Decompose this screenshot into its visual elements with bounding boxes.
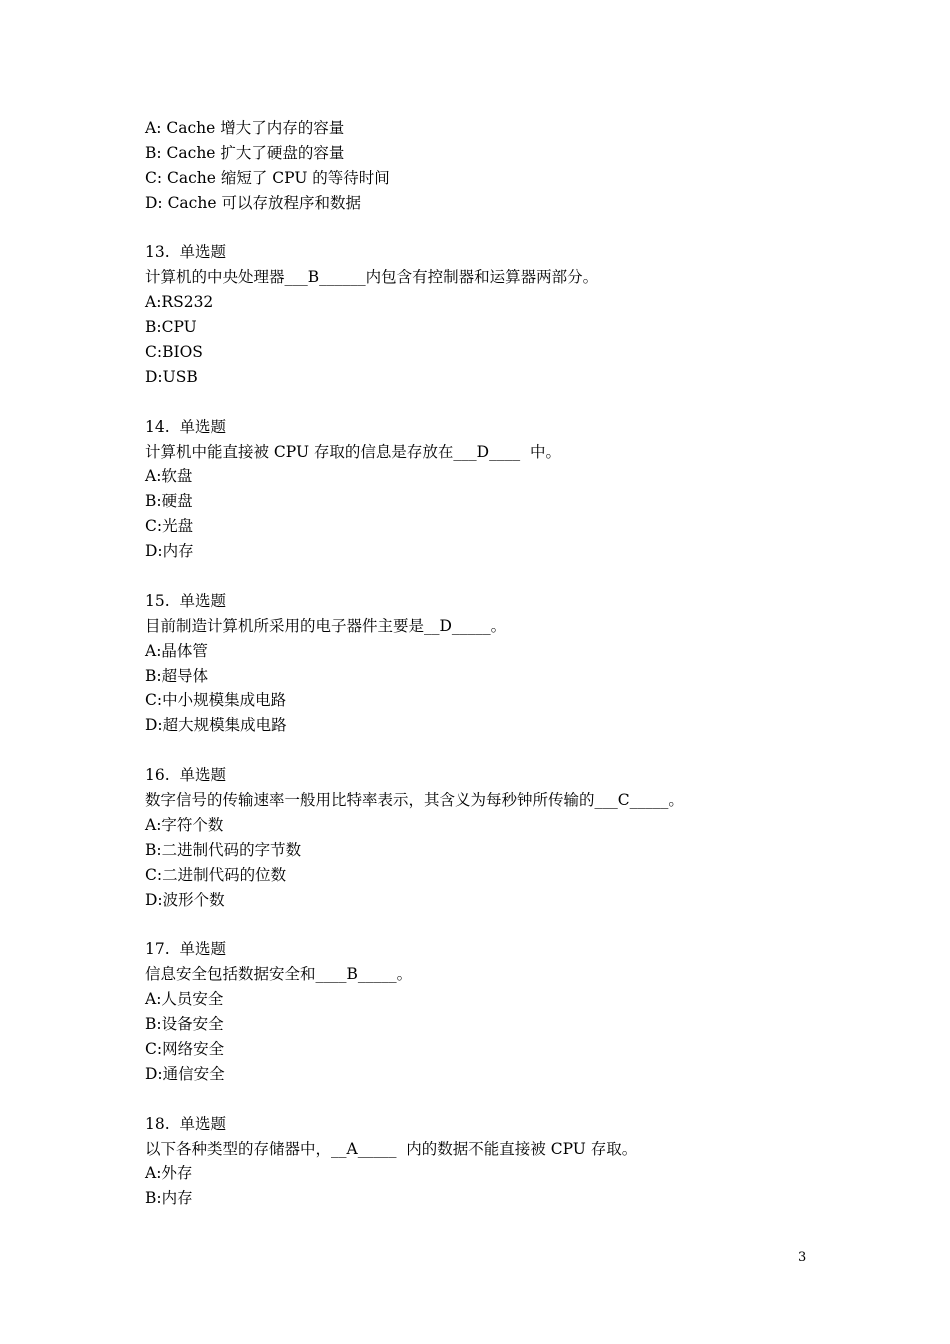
option-c: C:网络安全 bbox=[145, 1039, 225, 1058]
spacer bbox=[145, 216, 845, 241]
option-a: A:人员安全 bbox=[145, 990, 224, 1009]
option-b: B:二进制代码的字节数 bbox=[145, 840, 302, 859]
option-b: B:设备安全 bbox=[145, 1015, 224, 1034]
option-a: A:字符个数 bbox=[145, 815, 224, 834]
spacer bbox=[145, 564, 845, 589]
question-15 bbox=[145, 589, 845, 738]
question-stem: 数字信号的传输速率一般用比特率表示，其含义为每秒钟所传输的___C_____。 bbox=[145, 791, 684, 810]
option-b: B:硬盘 bbox=[145, 492, 193, 511]
question-14 bbox=[145, 415, 845, 564]
question-header: 17. 单选题 bbox=[145, 940, 227, 959]
option-b: B:内存 bbox=[145, 1189, 193, 1208]
question-header: 13. 单选题 bbox=[145, 243, 227, 262]
option-a: A:RS232 bbox=[145, 293, 214, 312]
question-stem: 以下各种类型的存储器中，__A_____ 内的数据不能直接被 CPU 存取。 bbox=[145, 1139, 638, 1158]
option-c: C: Cache 缩短了 CPU 的等待时间 bbox=[145, 168, 390, 187]
option-d: D:超大规模集成电路 bbox=[145, 716, 287, 735]
question-18 bbox=[145, 1112, 845, 1212]
option-a: A:软盘 bbox=[145, 467, 193, 486]
option-b: B:CPU bbox=[145, 318, 197, 337]
spacer bbox=[145, 1087, 845, 1112]
spacer bbox=[145, 738, 845, 763]
option-c: C:二进制代码的位数 bbox=[145, 865, 287, 884]
option-d: D:通信安全 bbox=[145, 1064, 225, 1083]
option-a: A:晶体管 bbox=[145, 641, 208, 660]
question-header: 15. 单选题 bbox=[145, 591, 227, 610]
question-stem: 计算机中能直接被 CPU 存取的信息是存放在___D____ 中。 bbox=[145, 442, 561, 461]
spacer bbox=[145, 390, 845, 415]
question-17 bbox=[145, 937, 845, 1086]
option-a: A:外存 bbox=[145, 1164, 193, 1183]
spacer bbox=[145, 913, 845, 938]
option-d: D:内存 bbox=[145, 542, 194, 561]
question-header: 18. 单选题 bbox=[145, 1114, 227, 1133]
option-d: D: Cache 可以存放程序和数据 bbox=[145, 193, 361, 212]
option-a: A: Cache 增大了内存的容量 bbox=[145, 119, 345, 137]
question-stem: 信息安全包括数据安全和____B_____。 bbox=[145, 965, 413, 984]
option-d: D:波形个数 bbox=[145, 890, 225, 909]
question-13 bbox=[145, 240, 845, 389]
continued-options bbox=[145, 116, 845, 216]
page-number: 3 bbox=[798, 1250, 807, 1265]
option-c: C:BIOS bbox=[145, 343, 203, 362]
option-d: D:USB bbox=[145, 367, 198, 386]
question-header: 16. 单选题 bbox=[145, 766, 227, 785]
question-header: 14. 单选题 bbox=[145, 417, 227, 436]
option-c: C:中小规模集成电路 bbox=[145, 691, 287, 710]
option-b: B:超导体 bbox=[145, 666, 209, 685]
option-c: C:光盘 bbox=[145, 517, 194, 536]
question-16 bbox=[145, 763, 845, 912]
page-content bbox=[145, 116, 845, 1211]
option-b: B: Cache 扩大了硬盘的容量 bbox=[145, 143, 345, 162]
question-stem: 目前制造计算机所采用的电子器件主要是__D_____。 bbox=[145, 616, 507, 635]
question-stem: 计算机的中央处理器___B______内包含有控制器和运算器两部分。 bbox=[145, 268, 599, 287]
